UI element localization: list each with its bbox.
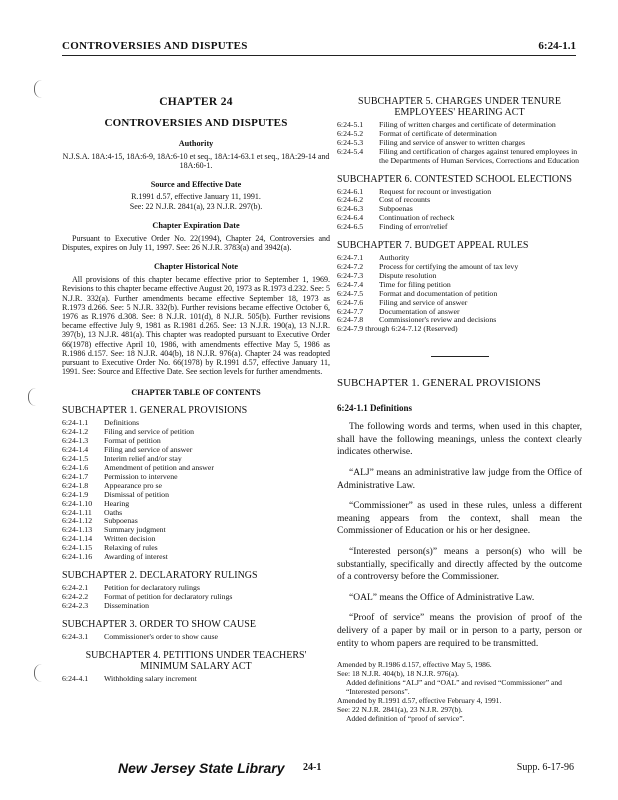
body-subchapter-title: SUBCHAPTER 1. GENERAL PROVISIONS bbox=[337, 377, 541, 390]
toc-entry-title: Hearing bbox=[104, 498, 130, 508]
chapter-title: CONTROVERSIES AND DISPUTES bbox=[104, 117, 288, 129]
toc-entry bbox=[62, 593, 330, 602]
toc-subchapter-title: SUBCHAPTER 5. CHARGES UNDER TENURE EMPLOYEES' HEARING ACT bbox=[358, 96, 561, 118]
toc-entry-number: 6:24-1.11 bbox=[62, 507, 92, 517]
toc-entry bbox=[62, 633, 330, 642]
running-header-section: 6:24-1.1 bbox=[538, 40, 576, 52]
toc-entry bbox=[62, 437, 330, 446]
page-footer bbox=[0, 760, 618, 780]
toc-entry-title: Finding of error/relief bbox=[379, 222, 448, 232]
toc-entry bbox=[62, 419, 330, 428]
toc-entry-title: Format of certificate of determination bbox=[379, 128, 497, 138]
toc-entry-number: 6:24-2.2 bbox=[62, 591, 89, 601]
toc-entry-number: 6:24-1.7 bbox=[62, 471, 89, 481]
supplement-date: Supp. 6-17-96 bbox=[516, 762, 574, 773]
toc-heading: CHAPTER TABLE OF CONTENTS bbox=[131, 388, 261, 398]
toc-subchapter-title: SUBCHAPTER 6. CONTESTED SCHOOL ELECTIONS bbox=[337, 173, 572, 185]
toc-entry-number: 6:24-6.5 bbox=[337, 222, 364, 232]
toc-entry-title: Commissioner's order to show cause bbox=[104, 631, 219, 641]
toc-entry-number: 6:24-5.4 bbox=[337, 146, 364, 156]
toc-entry-number: 6:24-1.9 bbox=[62, 489, 89, 499]
toc-entry bbox=[62, 509, 330, 518]
amendment-line: Added definition of “proof of service”. bbox=[346, 714, 465, 724]
source-heading: Source and Effective Date bbox=[150, 180, 242, 190]
right-column bbox=[337, 96, 582, 723]
library-stamp: New Jersey State Library bbox=[118, 760, 285, 776]
toc-entry-number: 6:24-7.4 bbox=[337, 279, 364, 289]
toc-entry-title: Filing and service of petition bbox=[104, 427, 195, 437]
toc-entry-title: 6:24-7.9 through 6:24-7.12 (Reserved) bbox=[337, 324, 458, 334]
toc-entry-title: Documentation of answer bbox=[379, 306, 460, 316]
amendment-notes bbox=[337, 660, 582, 723]
toc-entry bbox=[337, 214, 582, 223]
toc-list bbox=[337, 121, 582, 166]
toc-entry-title: Authority bbox=[379, 253, 410, 263]
toc-entry-title: Filing and service of answer bbox=[104, 445, 193, 455]
definition-paragraph: “ALJ” means an administrative law judge from the Office of Administrative Law. bbox=[337, 468, 582, 491]
source-line: See: 22 N.J.R. 2841(a), 23 N.J.R. 297(b). bbox=[129, 201, 263, 211]
section-divider bbox=[431, 356, 489, 357]
source-line: R.1991 d.57, effective January 11, 1991. bbox=[131, 192, 261, 202]
toc-entry bbox=[62, 500, 330, 509]
toc-subchapter-title: SUBCHAPTER 7. BUDGET APPEAL RULES bbox=[337, 240, 529, 252]
expiration-text: Pursuant to Executive Order No. 22(1994), Chapter 24, Controversies and Disputes, expires on July 11, 1997. See: 26 N.J.R. 3783(a) and 3942(a). bbox=[62, 233, 330, 253]
toc-entry bbox=[62, 517, 330, 526]
toc-entry-title: Awarding of interest bbox=[104, 552, 168, 562]
toc-entry-title: Commissioner's review and decisions bbox=[379, 315, 497, 325]
toc-subchapter bbox=[62, 570, 330, 611]
toc-subchapter-title: SUBCHAPTER 4. PETITIONS UNDER TEACHERS' MINIMUM SALARY ACT bbox=[85, 649, 307, 672]
toc-subchapter bbox=[62, 650, 330, 684]
definitions-body bbox=[337, 421, 582, 650]
toc-subchapter-title: SUBCHAPTER 3. ORDER TO SHOW CAUSE bbox=[62, 618, 256, 630]
toc-entry-title: Subpoenas bbox=[104, 516, 138, 526]
toc-entry-number: 6:24-1.16 bbox=[62, 552, 93, 562]
toc-entry bbox=[337, 196, 582, 205]
header-rule bbox=[62, 55, 576, 56]
toc-entry bbox=[62, 544, 330, 553]
toc-entry-number: 6:24-6.2 bbox=[337, 195, 364, 205]
toc-entry-number: 6:24-5.3 bbox=[337, 137, 364, 147]
amendment-line: Added definitions “ALJ” and “OAL” and revised “Commissioner” and “Interested persons”. bbox=[346, 678, 562, 697]
toc-subchapter bbox=[337, 174, 582, 233]
toc-entry-title: Filing and service of answer bbox=[379, 297, 468, 307]
toc-entry bbox=[337, 205, 582, 214]
toc-entry-number: 6:24-1.12 bbox=[62, 516, 93, 526]
toc-entry-number: 6:24-7.6 bbox=[337, 297, 364, 307]
left-column bbox=[62, 90, 330, 683]
toc-entry-title: Amendment of petition and answer bbox=[104, 462, 214, 472]
toc-entry-number: 6:24-7.5 bbox=[337, 288, 364, 298]
toc-entry bbox=[337, 272, 582, 281]
toc-subchapter-title: SUBCHAPTER 1. GENERAL PROVISIONS bbox=[62, 405, 248, 417]
toc-entry bbox=[337, 223, 582, 232]
toc-subchapter bbox=[337, 96, 582, 166]
toc-entry bbox=[62, 428, 330, 437]
toc-entry-number: 6:24-6.1 bbox=[337, 186, 364, 196]
toc-entry-title: Filing of written charges and certificate of determination bbox=[379, 120, 556, 129]
toc-entry-number: 6:24-6.3 bbox=[337, 204, 364, 214]
toc-subchapter bbox=[62, 405, 330, 562]
toc-entry-title: Process for certifying the amount of tax levy bbox=[379, 261, 519, 271]
definition-paragraph: “Interested person(s)” means a person(s) who will be substantially, specifically and directly affected by the outcome of a controversy before the Commissioner. bbox=[337, 546, 582, 583]
toc-entry bbox=[62, 473, 330, 482]
toc-entry bbox=[62, 491, 330, 500]
toc-entry-title: Definitions bbox=[104, 418, 140, 428]
toc-entry bbox=[337, 188, 582, 197]
toc-entry-title: Request for recount or investigation bbox=[379, 186, 492, 196]
authority-text: N.J.S.A. 18A:4-15, 18A:6-9, 18A:6-10 et seq., 18A:14-63.1 et seq., 18A:29-14 and 18A:60-1. bbox=[62, 152, 330, 171]
toc-list bbox=[62, 584, 330, 611]
toc-entry-number: 6:24-2.1 bbox=[62, 582, 89, 592]
toc-entry bbox=[337, 325, 582, 334]
toc-entry-number: 6:24-1.14 bbox=[62, 534, 93, 544]
toc-entry-title: Dissemination bbox=[104, 600, 150, 610]
toc-entry-title: Time for filing petition bbox=[379, 279, 451, 289]
toc-subchapter-title: SUBCHAPTER 2. DECLARATORY RULINGS bbox=[62, 569, 258, 581]
toc-entry-title: Interim relief and/or stay bbox=[104, 454, 182, 464]
toc-entry-title: Dismissal of petition bbox=[104, 489, 169, 499]
toc-entry-title: Written decision bbox=[104, 534, 156, 544]
toc-list bbox=[62, 633, 330, 642]
toc-entry-title: Relaxing of rules bbox=[104, 543, 158, 553]
margin-mark bbox=[34, 80, 49, 98]
amendment-line: See: 18 N.J.R. 404(b), 18 N.J.R. 976(a). bbox=[337, 669, 459, 679]
toc-entry bbox=[62, 464, 330, 473]
definition-paragraph: “OAL” means the Office of Administrative Law. bbox=[349, 592, 535, 603]
amendment-line: Amended by R.1991 d.57, effective February 4, 1991. bbox=[337, 696, 502, 706]
toc-entry-title: Filing and service of answer to written charges bbox=[379, 137, 526, 147]
toc-entry-title: Summary judgment bbox=[104, 525, 166, 535]
toc-entry-number: 6:24-6.4 bbox=[337, 213, 364, 223]
toc-entry-number: 6:24-1.2 bbox=[62, 427, 89, 437]
toc-entry-title: Oaths bbox=[104, 507, 123, 517]
toc-entry-number: 6:24-1.1 bbox=[62, 418, 89, 428]
toc-entry-title: Permission to intervene bbox=[104, 471, 178, 481]
toc-entry bbox=[62, 526, 330, 535]
margin-mark bbox=[28, 388, 43, 406]
toc-entry-title: Format and documentation of petition bbox=[379, 288, 498, 298]
toc-entry-title: Format of petition for declaratory rulings bbox=[104, 591, 233, 601]
running-header-title: CONTROVERSIES AND DISPUTES bbox=[62, 40, 248, 52]
amendment-line: Amended by R.1986 d.157, effective May 5, 1986. bbox=[337, 660, 492, 670]
toc-list bbox=[337, 254, 582, 334]
history-text: All provisions of this chapter became effective prior to September 1, 1969. Revisions to this chapter became effective August 20, 1973 as R.1973 d.232. See: 5 N.J.R. 332(a). Further amendments became effective September 18, 1973 as R.1973 d.266. See: 5 N.J.R. 332(b). Further revisions became effective October 6, 1976 as R.1976 d.308. See: 8 N.J.R. 101(d), 8 N.J.R. 505(b). Further revisions became effective July 9, 1981 as R.1981 d.265. See: 13 N.J.R. 190(a), 13 N.J.R. 397(b), 13 N.J.R. 481(a). This chapter was readopted pursuant to Executive Order 66(1978) effective April 10, 1986, with amendments effective May 5, 1986 as R.1986 d.157. See: 18 N.J.R. 404(b), 18 N.J.R. 976(a). Chapter 24 was readopted pursuant to Executive Order No. 66(1978) by R.1991 d.57, effective January 11, 1991. See: Source and Effective Date. See section levels for further amendments. bbox=[62, 275, 330, 377]
toc-entry-number: 6:24-7.2 bbox=[337, 261, 364, 271]
toc-entry-title: Cost of recounts bbox=[379, 195, 431, 205]
toc-entry bbox=[337, 148, 582, 166]
toc-subchapter bbox=[337, 240, 582, 334]
definition-paragraph: The following words and terms, when used in this chapter, shall have the following meanings, unless the context clearly indicates otherwise. bbox=[337, 422, 582, 458]
toc-entry-number: 6:24-3.1 bbox=[62, 631, 89, 641]
toc-entry-title: Filing and certification of charges against tenured employees in the Departments of Human Services, Corrections and Education bbox=[379, 146, 580, 165]
toc-entry-title: Continuation of recheck bbox=[379, 213, 455, 223]
history-heading: Chapter Historical Note bbox=[154, 262, 238, 272]
amendment-line: See: 22 N.J.R. 2841(a), 23 N.J.R. 297(b). bbox=[337, 705, 463, 715]
toc-subchapter bbox=[62, 619, 330, 642]
toc-entry-number: 6:24-1.10 bbox=[62, 498, 93, 508]
toc-entry-title: Appearance pro se bbox=[104, 480, 163, 490]
toc-entry bbox=[62, 535, 330, 544]
toc-entry-number: 6:24-1.15 bbox=[62, 543, 93, 553]
toc-entry-number: 6:24-5.1 bbox=[337, 120, 364, 129]
toc-entry-number: 6:24-5.2 bbox=[337, 128, 364, 138]
definition-paragraph: “Commissioner” as used in these rules, unless a different meaning appears from the context, shall mean the Commissioner of Education or his or her designee. bbox=[337, 501, 582, 537]
toc-entry bbox=[337, 263, 582, 272]
toc-entry-number: 6:24-7.7 bbox=[337, 306, 364, 316]
chapter-number: CHAPTER 24 bbox=[159, 96, 233, 108]
toc-list bbox=[62, 675, 330, 684]
toc-entry-number: 6:24-1.13 bbox=[62, 525, 93, 535]
toc-entry-number: 6:24-1.3 bbox=[62, 436, 89, 446]
page-number: 24-1 bbox=[303, 762, 322, 773]
toc-entry bbox=[62, 482, 330, 491]
toc-entry-title: Withholding salary increment bbox=[104, 673, 197, 683]
toc-entry bbox=[62, 602, 330, 611]
section-title: 6:24-1.1 Definitions bbox=[337, 403, 412, 414]
toc-entry-number: 6:24-2.3 bbox=[62, 600, 89, 610]
toc-entry-number: 6:24-1.6 bbox=[62, 462, 89, 472]
toc-entry-number: 6:24-1.4 bbox=[62, 445, 89, 455]
toc-entry-number: 6:24-7.1 bbox=[337, 253, 364, 263]
margin-mark bbox=[34, 664, 49, 682]
toc-entry bbox=[62, 675, 330, 684]
authority-heading: Authority bbox=[178, 139, 214, 148]
toc-list bbox=[337, 188, 582, 233]
toc-entry-number: 6:24-7.8 bbox=[337, 315, 364, 325]
toc-entry-title: Subpoenas bbox=[379, 204, 413, 214]
expiration-heading: Chapter Expiration Date bbox=[152, 220, 240, 230]
toc-entry-number: 6:24-7.3 bbox=[337, 270, 364, 280]
toc-entry-title: Petition for declaratory rulings bbox=[104, 582, 200, 592]
toc-entry-title: Format of petition bbox=[104, 436, 161, 446]
toc-entry-title: Dispute resolution bbox=[379, 270, 437, 280]
toc-list bbox=[62, 419, 330, 562]
toc-entry bbox=[62, 553, 330, 562]
toc-entry-number: 6:24-4.1 bbox=[62, 673, 89, 683]
toc-entry bbox=[62, 446, 330, 455]
toc-entry-number: 6:24-1.8 bbox=[62, 480, 89, 490]
definition-paragraph: “Proof of service” means the provision of proof of the delivery of a paper by mail or in person to a party, person or entity to whom papers are required to be transmitted. bbox=[337, 613, 582, 649]
toc-entry-number: 6:24-1.5 bbox=[62, 454, 89, 464]
